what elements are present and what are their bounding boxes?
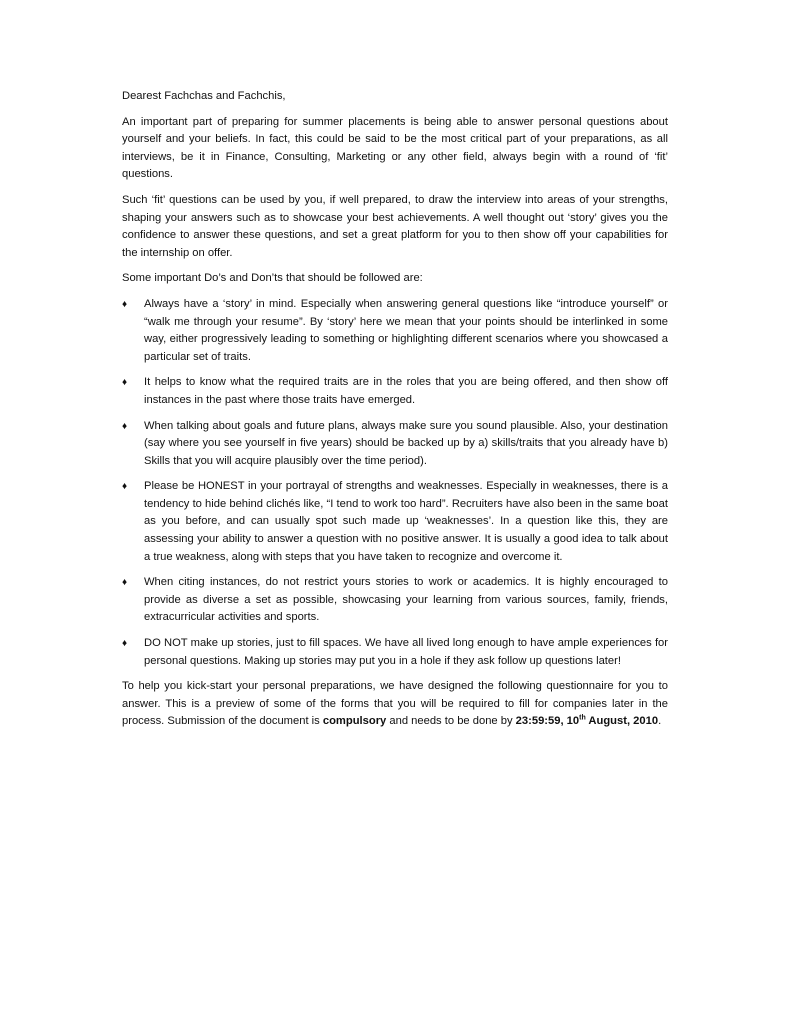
salutation: Dearest Fachchas and Fachchis,	[122, 90, 286, 102]
dos-donts-intro: Some important Do’s and Don’ts that should be followed are:	[122, 272, 423, 285]
list-item-text: DO NOT make up stories, just to fill spaces. We have all lived long enough to have ample experiences for personal questions. Making up stories may put you in a hole if they ask follow up questions later!	[144, 637, 668, 667]
list-item	[122, 635, 668, 670]
fit-questions-paragraph: Such ‘fit’ questions can be used by you, if well prepared, to draw the interview into areas of your strengths, shaping your answers such as to showcase your best achievements. A well thought out ‘story’ gives you the confidence to answer these questions, and set a great platform for you to then show off your capabilities for the internship on offer.	[122, 193, 668, 259]
list-item-text: When talking about goals and future plans, always make sure you sound plausible. Also, your destination (say where you see yourself in five years) should be backed up by a) skills/traits that you already have b) Skills that you will acquire plausibly over the time period).	[144, 419, 668, 467]
diamond-bullet-icon: ♦	[122, 481, 128, 493]
list-item-text: Always have a ‘story’ in mind. Especially when answering general questions like “introduce yourself” or “walk me through your resume”. By ‘story’ here we mean that your points should be interlinked in some way, either progressively leading to something or highlighting different scenarios where you showcased a particular set of traits.	[144, 297, 668, 363]
diamond-bullet-icon: ♦	[122, 298, 128, 310]
deadline-time: 23:59:59, 10	[515, 715, 580, 728]
document-page	[122, 88, 668, 739]
closing-period: .	[658, 715, 662, 728]
compulsory-emphasis: compulsory	[322, 715, 387, 728]
deadline-date: August, 2010	[585, 715, 659, 728]
diamond-bullet-icon: ♦	[122, 577, 128, 589]
list-item-text: It helps to know what the required traits are in the roles that you are being offered, and then show off instances in the past where those traits have emerged.	[144, 376, 668, 406]
list-item-text: When citing instances, do not restrict yours stories to work or academics. It is highly encouraged to provide as diverse a set as possible, showcasing your learning from various sources, family, friends, extracurricular activities and sports.	[144, 576, 668, 624]
list-item	[122, 478, 668, 566]
deadline-ordinal: th	[579, 714, 586, 722]
list-item	[122, 574, 668, 627]
diamond-bullet-icon: ♦	[122, 638, 128, 650]
list-item-text: Please be HONEST in your portrayal of strengths and weaknesses. Especially in weaknesses, there is a tendency to hide behind clichés like, “I tend to work too hard”. Recruiters have also been in the same boat as you before, and can usually spot such made up ‘weaknesses’. In a question like this, they are assessing your ability to answer a question with no positive answer. It is usually a good idea to talk about a true weakness, along with steps that you have taken to recognize and overcome it.	[144, 480, 668, 563]
list-item	[122, 374, 668, 409]
diamond-bullet-icon: ♦	[122, 377, 128, 389]
list-item	[122, 296, 668, 366]
dos-donts-list	[122, 296, 668, 670]
intro-paragraph: An important part of preparing for summer placements is being able to answer personal questions about yourself and your beliefs. In fact, this could be said to be the most critical part of your preparations, as all interviews, be it in Finance, Consulting, Marketing or any other field, always begin with a round of ‘fit’ questions.	[122, 115, 668, 181]
closing-text: To help you kick-start your personal preparations, we have designed the following questionnaire for you to answer. This is a preview of some of the forms that you will be required to fill for companies later in the process. Submission of the document is	[122, 680, 668, 728]
deadline	[516, 715, 658, 727]
diamond-bullet-icon: ♦	[122, 420, 128, 432]
closing-text-middle: and needs to be done by	[386, 715, 516, 728]
list-item	[122, 418, 668, 471]
closing-paragraph	[122, 678, 668, 731]
